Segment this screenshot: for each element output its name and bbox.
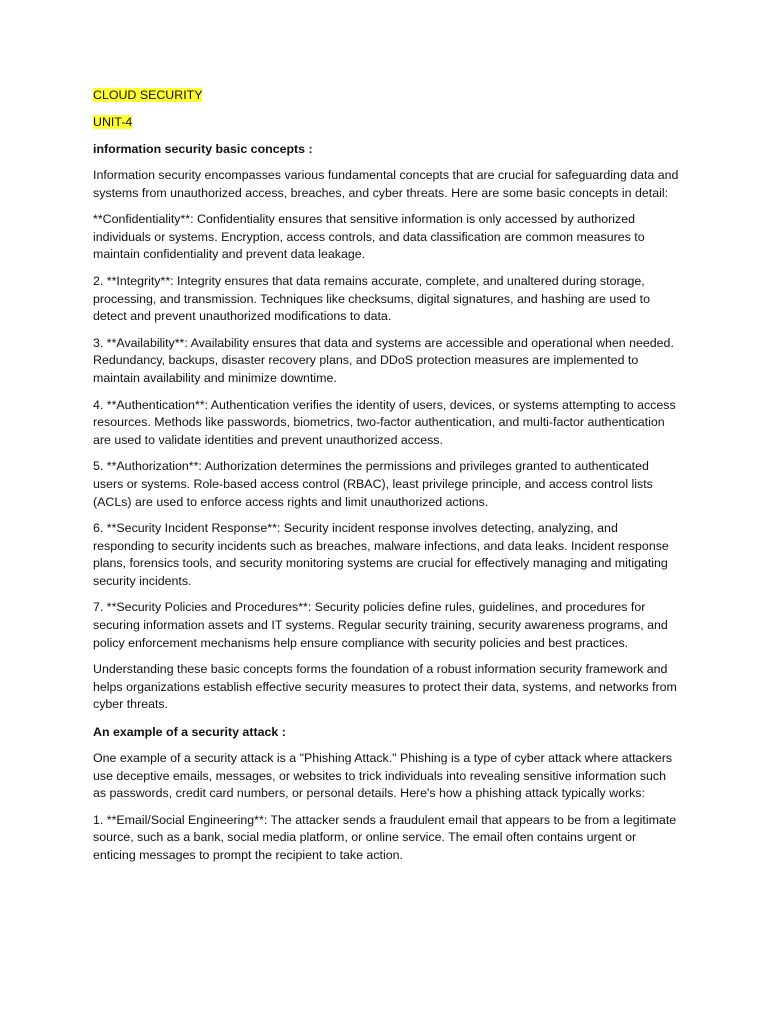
concept-authorization: 5. **Authorization**: Authorization determines the permissions and privileges granted to authenticated users or systems. Role-based access control (RBAC), least privilege principle, and access control lists (ACLs) are used to enforce access rights and limit unauthorized actions. (93, 459, 653, 509)
course-title-line (93, 86, 679, 104)
concept-incident-response: 6. **Security Incident Response**: Security incident response involves detecting, analyzing, and responding to security incidents such as breaches, malware infections, and data leaks. Incident response plans, forensics tools, and security monitoring systems are crucial for effectively managing and mitigating security incidents. (93, 521, 669, 588)
concept-security-policies: 7. **Security Policies and Procedures**: Security policies define rules, guidelines, and procedures for securing information assets and IT systems. Regular security training, security awareness programs, and policy enforcement mechanisms help ensure compliance with security policies and best practices. (93, 600, 668, 650)
summary-paragraph: Understanding these basic concepts forms the foundation of a robust information security framework and helps organizations establish effective security measures to protect their data, systems, and networks from cyber threats. (93, 662, 677, 712)
example-intro-paragraph: One example of a security attack is a "Phishing Attack." Phishing is a type of cyber attack where attackers use deceptive emails, messages, or websites to trick individuals into revealing sensitive information such as passwords, credit card numbers, or personal details. Here's how a phishing attack typically works: (93, 751, 673, 801)
unit-label: UNIT-4 (93, 115, 133, 129)
unit-line (93, 113, 679, 131)
section2-heading: An example of a security attack : (93, 725, 286, 740)
concept-availability: 3. **Availability**: Availability ensures that data and systems are accessible and operational when needed. Redundancy, backups, disaster recovery plans, and DDoS protection measures are implemented to maintain availability and minimize downtime. (93, 335, 674, 385)
document-page (93, 86, 679, 874)
step-email-social-engineering: 1. **Email/Social Engineering**: The attacker sends a fraudulent email that appears to be from a legitimate source, such as a bank, social media platform, or online service. The email often contains urgent or enticing messages to prompt the recipient to take action. (93, 812, 677, 862)
course-title: CLOUD SECURITY (93, 88, 203, 102)
concept-authentication: 4. **Authentication**: Authentication verifies the identity of users, devices, or systems attempting to access resources. Methods like passwords, biometrics, two-factor authentication, and multi-factor authentication are used to validate identities and prevent unauthorized access. (93, 397, 676, 447)
concept-integrity: 2. **Integrity**: Integrity ensures that data remains accurate, complete, and unaltered during storage, processing, and transmission. Techniques like checksums, digital signatures, and hashing are used to detect and prevent unauthorized modifications to data. (93, 273, 650, 324)
intro-paragraph: Information security encompasses various fundamental concepts that are crucial for safeguarding data and systems from unauthorized access, breaches, and cyber threats. Here are some basic concepts in detail: (93, 168, 679, 200)
concept-confidentiality: **Confidentiality**: Confidentiality ensures that sensitive information is only accessed by authorized individuals or systems. Encryption, access controls, and data classification are common measures to maintain confidentiality and prevent data leakage. (93, 212, 645, 262)
section1-heading: information security basic concepts : (93, 142, 313, 156)
